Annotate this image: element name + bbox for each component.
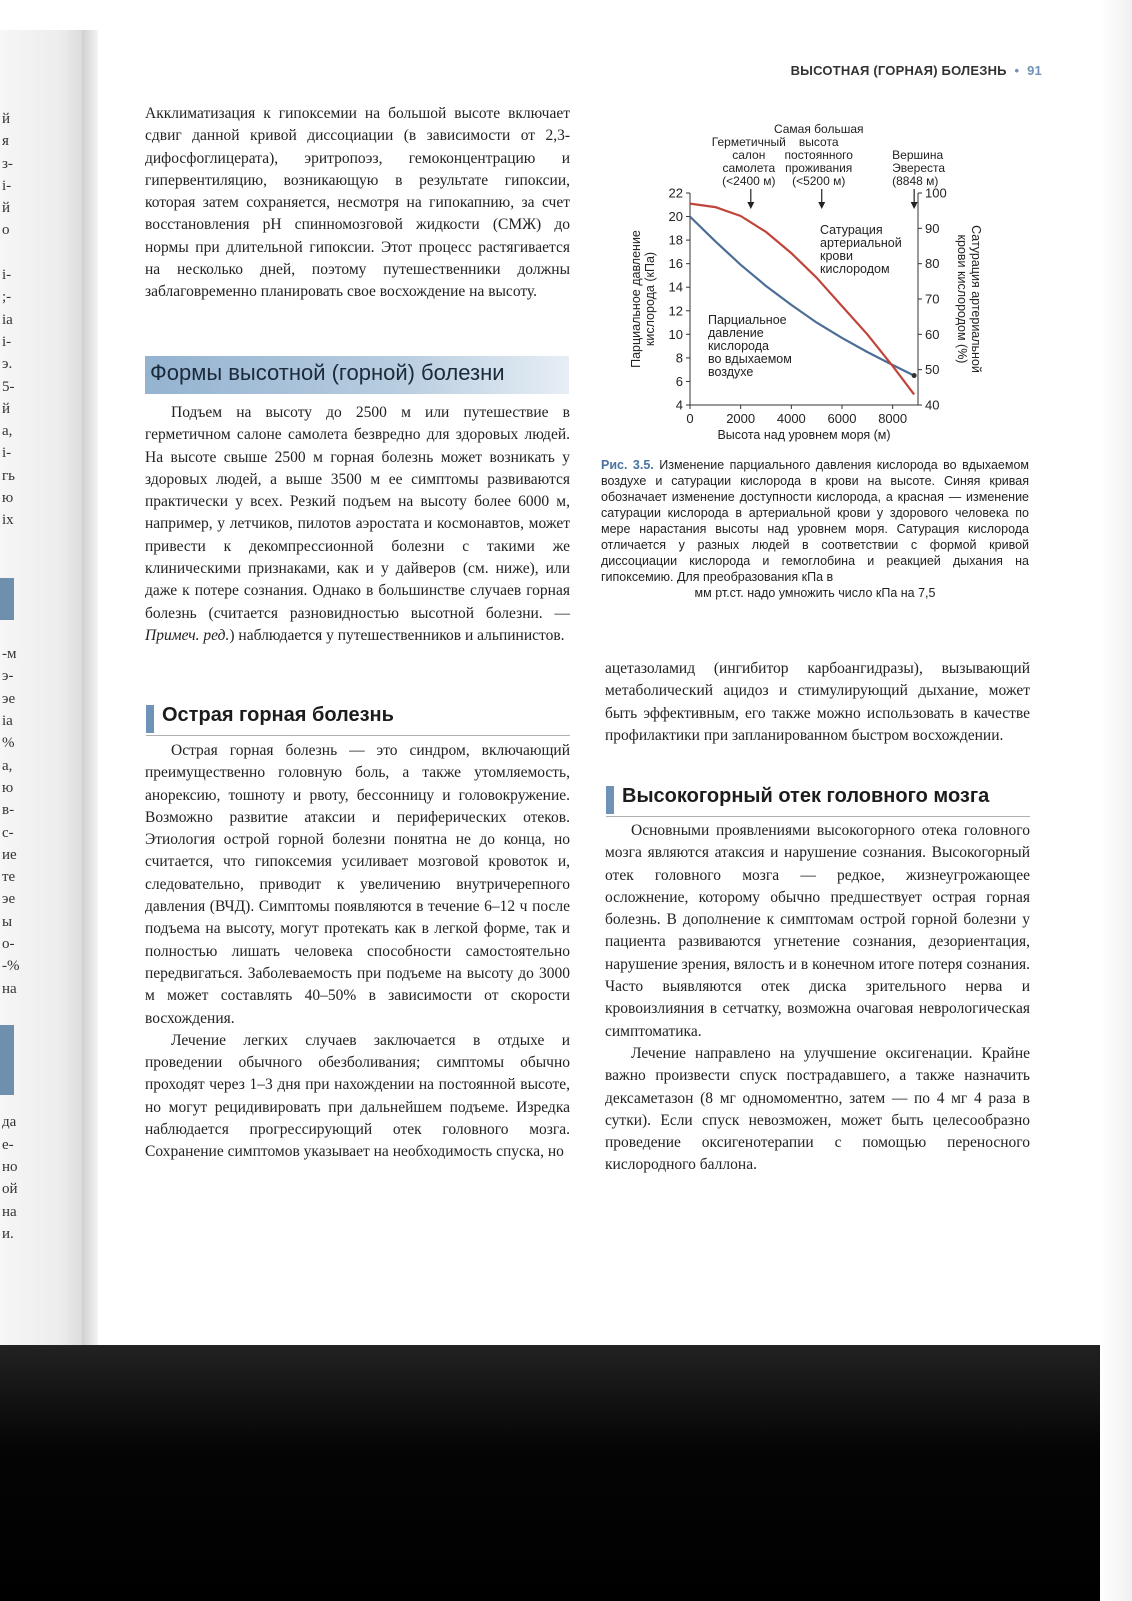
section-paragraph-end: ) наблюдается у путешественников и альпинистов. <box>229 626 565 644</box>
series-label-partial-pressure: Парциальное <box>708 313 787 327</box>
facing-page-fragment: і- <box>2 267 12 284</box>
facing-page-fragment <box>2 532 24 554</box>
facing-page-heading-band <box>0 578 14 620</box>
y-tick-label-right: 80 <box>925 256 940 272</box>
facing-page-fragment: -% <box>2 958 20 975</box>
facing-page-fragment: эе <box>2 690 16 707</box>
facing-page-fragment: с- <box>2 824 14 841</box>
figure-caption <box>601 457 1029 601</box>
y-tick-label-right: 40 <box>925 397 940 413</box>
series-label-partial-pressure: давление <box>708 326 764 340</box>
facing-page-fragment: ;- <box>2 289 12 306</box>
facing-page-fragment: и. <box>2 1225 14 1242</box>
y-tick-label-left: 14 <box>668 279 683 295</box>
y-axis-label-left: Парциальное давлениекислорода (кПа) <box>629 230 657 368</box>
x-tick-label: 2000 <box>726 411 756 426</box>
facing-page-fragment: но <box>2 1158 18 1175</box>
altitude-marker-label: высота <box>798 135 839 149</box>
altitude-marker-label: Вершина <box>892 148 944 162</box>
facing-page-fragment: і- <box>2 333 12 350</box>
section-paragraph-main: Подъем на высоту до 2500 м или путешествие в герметичном салоне самолета безвредно для здоровых людей. На высоте свыше 2500 м горная болезнь может возникать у здоровых людей, а выше 3500 м ее симптомы развиваются практически у всех. Резкий подъем на высоту более 6000 м, например, у летчиков, пилотов аэростата и космонавтов, может привести к декомпрессионной болезни с такими же клиническими признаками, как и у дайверов (см. ниже), или даже к потере сознания. Однако в большинстве случаев горная болезнь (считается разновидностью высотной болезни. — <box>145 404 570 622</box>
facing-page-fragment: іх <box>2 512 14 529</box>
subheading-marker <box>606 786 614 814</box>
facing-page-fragment: -м <box>2 646 17 663</box>
facing-page-fragment: з- <box>2 155 13 172</box>
facing-page-fragment: на <box>2 980 17 997</box>
series-label-saturation: кислородом <box>820 262 890 276</box>
series-label-saturation: артериальной <box>820 236 902 250</box>
ams-paragraph-2: Лечение легких случаев заключается в отдыхе и проведении обычного обезболивания; симптомы обычно проходят через 1–3 дня при нахождении на постоянной высоте, но могут рецидивировать при дальнейшем подъеме. Изредка наблюдается прогрессирующий отек головного мозга. Сохранение симптомов указывает на необходимость спуска, но <box>145 1031 570 1161</box>
altitude-marker-label: Самая большая <box>773 122 864 136</box>
left-column-section <box>145 402 570 647</box>
running-head-title: ВЫСОТНАЯ (ГОРНАЯ) БОЛЕЗНЬ <box>790 63 1007 78</box>
altitude-marker-label: Эвереста <box>892 161 946 175</box>
facing-page-fragment <box>2 242 24 264</box>
y-tick-label-left: 22 <box>668 185 683 201</box>
page-number: 91 <box>1027 63 1042 78</box>
hace-paragraph-2: Лечение направлено на улучшение оксигенации. Крайне важно произвести спуск пострадавшего, а также назначить дексаметазон (8 мг одномоментно, затем — по 4 мг 4 раза в сутки). Если спуск невозможен, может быть целесообразно проведение оксигенотерапии с помощью переносного кислородного баллона. <box>605 1044 1030 1174</box>
x-tick-label: 0 <box>686 411 694 426</box>
altitude-marker-label: (<2400 м) <box>722 174 776 188</box>
y-tick-label-left: 10 <box>668 326 683 342</box>
subheading-hace: Высокогорный отек головного мозга <box>622 785 990 807</box>
x-tick-label: 4000 <box>776 411 806 426</box>
series-label-partial-pressure: во вдыхаемом <box>708 352 792 366</box>
facing-page-fragment: те <box>2 869 16 886</box>
facing-page-fragment: о- <box>2 935 15 952</box>
running-head-separator: • <box>1014 63 1020 78</box>
facing-page-fragment: эе <box>2 891 16 908</box>
y-tick-label-left: 4 <box>675 397 683 413</box>
facing-page-fragment: і- <box>2 445 12 462</box>
right-column-hace <box>605 820 1030 1177</box>
facing-page-fragment: ia <box>2 311 13 328</box>
facing-page-fragment: і- <box>2 177 12 194</box>
y-tick-label-left: 16 <box>668 256 683 272</box>
facing-page-fragment: а, <box>2 757 13 774</box>
y-tick-label-left: 8 <box>675 350 683 366</box>
left-column-intro <box>145 103 570 304</box>
y-tick-label-right: 60 <box>925 326 940 342</box>
x-axis-label: Высота над уровнем моря (м) <box>717 428 891 442</box>
continuation-paragraph: ацетазоламид (ингибитор карбоангидразы), вызывающий метаболический ацидоз и стимулирующий дыхание, может быть эффективным, его также можно использовать в качестве профилактики при запланированном быстром восхождении. <box>605 660 1030 744</box>
facing-page-fragment: да <box>2 1114 17 1131</box>
facing-page-fragment: й <box>2 200 11 217</box>
y-tick-label-right: 90 <box>925 220 940 236</box>
series-label-saturation: крови <box>820 249 853 263</box>
altitude-marker-arrow <box>911 202 918 209</box>
facing-page-fragment <box>2 554 24 576</box>
altitude-marker-label: салон <box>732 148 766 162</box>
series-label-partial-pressure: кислорода <box>708 339 769 353</box>
altitude-marker-label: (8848 м) <box>892 174 939 188</box>
subheading-ams: Острая горная болезнь <box>162 704 394 726</box>
hace-paragraph-1: Основными проявлениями высокогорного отека головного мозга являются атаксия и нарушение сознания. Высокогорный отек головного мозга — редкое, жизнеугрожающее осложнение, которому обычно предшествует острая горная болезнь. В дополнение к симптомам острой горной болезни у пациента развиваются угнетение сознания, дезориентация, нарушение зрения, вялость и в конечном итоге потеря сознания. Часто выявляются отек диска зрительного нерва и кровоизлияния в сетчатку, возможна очаговая неврологическая симптоматика. <box>605 822 1030 1040</box>
y-tick-label-right: 50 <box>925 362 940 378</box>
altitude-marker-label: (<5200 м) <box>792 174 846 188</box>
book-gutter <box>82 30 98 1350</box>
section-paragraph <box>145 402 570 647</box>
altitude-marker-label: Герметичный <box>711 135 786 149</box>
figure-caption-last-line: мм рт.ст. надо умножить число кПа на 7,5 <box>694 586 936 600</box>
facing-page-fragment: 5- <box>2 378 15 395</box>
scan-background-bottom <box>0 1345 1132 1601</box>
facing-page-fragment: э- <box>2 668 14 685</box>
running-head <box>720 63 1042 78</box>
altitude-marker-arrow <box>747 202 754 209</box>
y-tick-label-left: 6 <box>675 373 683 389</box>
altitude-marker-label: постоянного <box>784 148 853 162</box>
facing-page-fragment: ю <box>2 490 14 507</box>
facing-page-fragment: й <box>2 111 11 127</box>
ams-paragraph-1: Острая горная болезнь — это синдром, включающий преимущественно головную боль, а также утомляемость, анорексию, тошноту и рвоту, бессонницу и головокружение. Возможно развитие атаксии и периферических отеков. Этиология острой горной болезни понятна не до конца, но считается, что гипоксемия усиливает мозговой кровоток и, следовательно, приводит к увеличению внутричерепного давления (ВЧД). Симптомы появляются в течение 6–12 ч после подъема на высоту, могут протекать как в легкой форме, так и полностью лишать человека способности самостоятельно передвигаться. Заболеваемость при подъеме на высоту до 3000 м может составлять 40–50% в зависимости от скорости восхождения. <box>145 742 570 1027</box>
left-column-ams <box>145 740 570 1164</box>
right-column-cont <box>605 658 1030 747</box>
y-tick-label-right: 100 <box>925 185 947 201</box>
x-tick-label: 6000 <box>827 411 857 426</box>
facing-page-fragment: іа <box>2 713 13 730</box>
facing-page-fragment <box>2 1000 24 1022</box>
altitude-marker-label: проживания <box>785 161 853 175</box>
series-label-saturation: Сатурация <box>820 223 883 237</box>
altitude-marker-label: самолета <box>722 161 776 175</box>
facing-page-fragment: в- <box>2 802 15 819</box>
facing-page-fragment: гь <box>2 467 15 484</box>
facing-page-fragment: ой <box>2 1181 18 1198</box>
subheading-marker <box>146 705 154 733</box>
y-tick-label-right: 70 <box>925 291 940 307</box>
facing-page-fragment: й <box>2 400 11 417</box>
altitude-marker-arrow <box>818 202 825 209</box>
altitude-oxygen-chart <box>600 96 1030 452</box>
editor-note: Примеч. ред. <box>145 626 230 644</box>
scan-edge-right <box>1100 0 1132 1601</box>
y-axis-label-right: Сатурация артериальнойкрови кислородом (%) <box>955 225 983 373</box>
figure-caption-text: Изменение парциального давления кислорода во вдыхаемом воздухе и сатурации кислорода в крови на высоте. Синяя кривая обозначает изменение доступности кислорода, а красная — изменение сатурации кислорода в артериальной крови у здорового человека по мере нарастания высоты над уровнем моря. Сатурация кислорода отличается у разных людей в соответствии с формой кривой диссоциации кислорода и гемоглобина и реакцией дыхания на гипоксемию. Для преобразования кПа в <box>601 458 1029 584</box>
facing-page-fragment: ы <box>2 913 13 930</box>
y-tick-label-left: 12 <box>668 303 683 319</box>
intro-paragraph: Акклиматизация к гипоксемии на большой высоте включает сдвиг данной кривой диссоциации (в зависимости от 2,3-дифосфоглицерата), эритропоэз, гемоконцентрацию и гипервентиляцию, возникающую в результате гипоксии, которая затем сохраняется, несмотря на гипокапнию, за счет восстановления pH спинномозговой жидкости (СМЖ) до нормы при длительной гипоксии. Этот процесс растягивается на несколько дней, поэтому путешественники должны заблаговременно планировать свое восхождение на высоту. <box>145 105 570 301</box>
series-label-partial-pressure: воздухе <box>708 365 754 379</box>
figure-caption-label: Рис. 3.5. <box>601 458 654 472</box>
facing-page-fragment: а, <box>2 423 13 440</box>
facing-page-fragment: я <box>2 133 9 150</box>
subheading-rule <box>146 735 570 736</box>
y-tick-label-left: 20 <box>668 209 683 225</box>
facing-page-fragment: е- <box>2 1136 14 1153</box>
y-tick-label-left: 18 <box>668 232 683 248</box>
endpoint-marker <box>912 373 917 378</box>
facing-page-fragment: э. <box>2 356 13 373</box>
subheading-rule <box>606 816 1030 817</box>
facing-page-fragment: ие <box>2 846 17 863</box>
facing-page-heading-band <box>0 1025 14 1095</box>
x-tick-label: 8000 <box>878 411 908 426</box>
facing-page-fragment: на <box>2 1203 17 1220</box>
facing-page-fragment: ю <box>2 779 14 796</box>
facing-page-fragment <box>2 621 24 643</box>
facing-page-fragment: % <box>2 735 15 752</box>
facing-page-fragment: о <box>2 222 10 239</box>
section-heading: Формы высотной (горной) болезни <box>150 360 505 385</box>
